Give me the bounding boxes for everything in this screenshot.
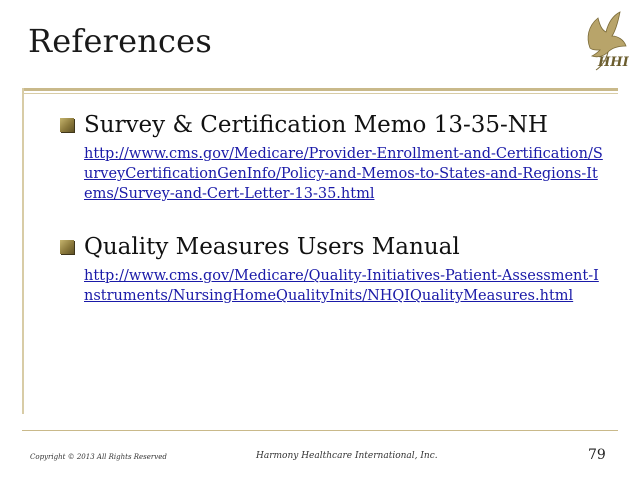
slide-content xyxy=(60,110,603,334)
reference-item xyxy=(60,110,603,204)
bullet-square-icon xyxy=(60,240,74,254)
slide-title: References xyxy=(28,22,212,60)
footer-copyright: Copyright © 2013 All Rights Reserved xyxy=(30,453,167,461)
footer-company: Harmony Healthcare International, Inc. xyxy=(256,451,438,461)
bullet-square-icon xyxy=(60,118,74,132)
title-rule xyxy=(22,88,618,91)
reference-link[interactable]: http://www.cms.gov/Medicare/Quality-Initiatives-Patient-Assessment-Instruments/NursingHomeQualityInits/NHQIQualityMeasures.html xyxy=(84,268,599,304)
reference-heading: Quality Measures Users Manual xyxy=(84,234,460,260)
footer-rule xyxy=(22,430,618,431)
left-rule xyxy=(22,88,24,414)
reference-link[interactable]: http://www.cms.gov/Medicare/Provider-Enrollment-and-Certification/SurveyCertificationGenInfo/Policy-and-Memos-to-States-and-Regions-Items/Survey-and-Cert-Letter-13-35.html xyxy=(84,146,603,202)
company-logo xyxy=(578,8,632,76)
page-number: 79 xyxy=(588,447,606,463)
dove-icon xyxy=(578,8,632,76)
reference-heading: Survey & Certification Memo 13-35-NH xyxy=(84,112,548,138)
logo-text: HHI xyxy=(598,55,629,70)
title-rule-thin xyxy=(22,93,618,94)
reference-item xyxy=(60,232,600,306)
